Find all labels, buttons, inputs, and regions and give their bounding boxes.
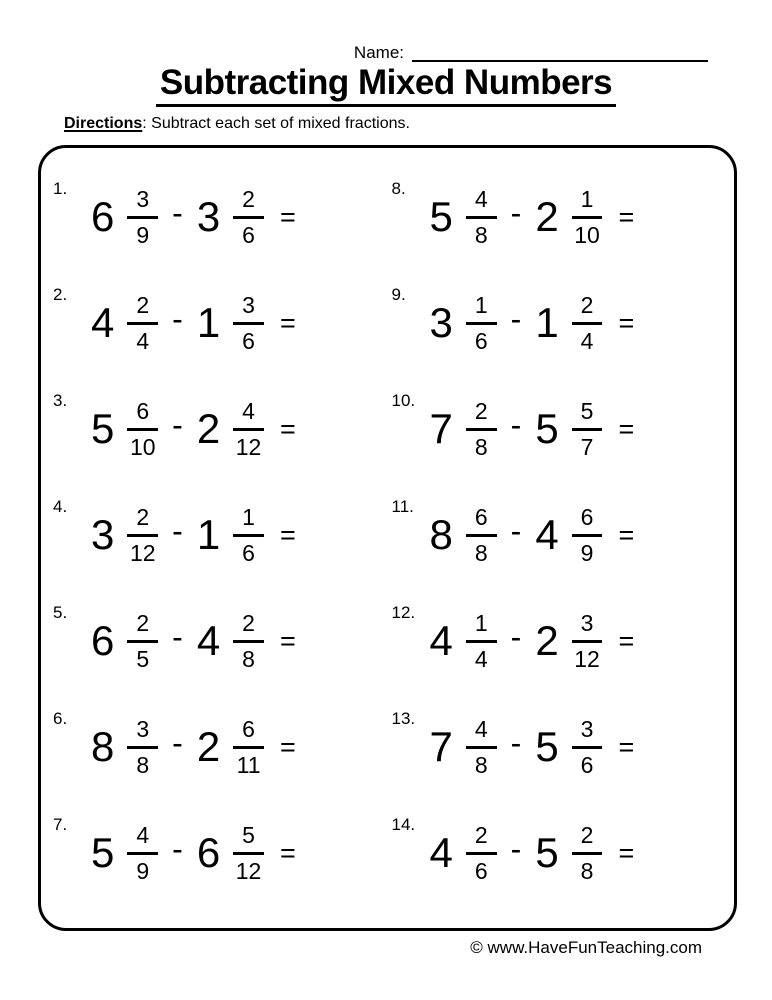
- minus-sign: -: [510, 195, 522, 231]
- subtrahend-fraction: [572, 715, 603, 778]
- minuend-denominator: 9: [136, 221, 150, 248]
- problem-expression: [429, 185, 635, 248]
- title-row: [0, 64, 772, 108]
- minuend-numerator: 2: [127, 294, 158, 325]
- equals-sign: =: [279, 625, 296, 656]
- subtrahend-fraction: [233, 397, 264, 460]
- minuend-fraction: [466, 291, 497, 354]
- equals-sign: =: [618, 731, 635, 762]
- minuend-numerator: 1: [466, 612, 497, 643]
- minuend-denominator: 6: [474, 327, 488, 354]
- footer-credit: © www.HaveFunTeaching.com: [470, 938, 702, 957]
- subtrahend-fraction: [572, 185, 603, 248]
- minus-sign: -: [172, 619, 183, 655]
- problem-number: 10.: [391, 391, 416, 410]
- subtrahend-numerator: 5: [233, 824, 264, 855]
- subtrahend-whole: 5: [535, 829, 559, 876]
- subtrahend-denominator: 12: [574, 645, 600, 672]
- problem-number: 1.: [53, 179, 68, 198]
- problem-number: 6.: [53, 709, 68, 728]
- footer: [0, 938, 772, 958]
- minuend-denominator: 8: [474, 539, 488, 566]
- subtrahend-denominator: 12: [235, 857, 262, 884]
- subtrahend-denominator: 6: [242, 221, 255, 248]
- minus-sign: -: [510, 407, 522, 443]
- problem-list: [49, 164, 726, 906]
- subtrahend-denominator: 8: [242, 645, 255, 672]
- subtrahend-numerator: 3: [233, 294, 264, 325]
- minus-sign: -: [172, 301, 183, 337]
- problem-row: [49, 800, 388, 906]
- problem-expression: [429, 609, 635, 672]
- subtrahend-numerator: 3: [572, 612, 603, 643]
- problem-number: 14.: [391, 815, 416, 834]
- minuend-whole: 7: [429, 405, 453, 452]
- minuend-fraction: [127, 397, 158, 460]
- minuend-whole: 6: [91, 617, 115, 664]
- minus-sign: -: [172, 831, 183, 867]
- minuend-numerator: 2: [466, 824, 497, 855]
- subtrahend-whole: 1: [196, 511, 221, 558]
- minuend-numerator: 3: [127, 188, 158, 219]
- problem-row: [49, 482, 388, 588]
- subtrahend-numerator: 2: [233, 612, 264, 643]
- name-blank-line: [412, 46, 708, 62]
- subtrahend-fraction: [233, 609, 264, 672]
- problem-expression: [429, 291, 635, 354]
- problem-row: [388, 270, 727, 376]
- minuend-fraction: [466, 397, 497, 460]
- problem-expression: [429, 715, 635, 778]
- equals-sign: =: [618, 413, 635, 444]
- subtrahend-numerator: 1: [572, 188, 603, 219]
- minus-sign: -: [510, 725, 522, 761]
- problem-row: [388, 376, 727, 482]
- subtrahend-numerator: 6: [572, 506, 603, 537]
- minuend-fraction: [127, 503, 158, 566]
- subtrahend-fraction: [233, 185, 264, 248]
- minuend-whole: 5: [91, 829, 115, 876]
- equals-sign: =: [279, 731, 296, 762]
- minuend-whole: 5: [429, 193, 453, 240]
- minuend-denominator: 5: [136, 645, 150, 672]
- subtrahend-denominator: 9: [580, 539, 594, 566]
- subtrahend-numerator: 2: [572, 294, 603, 325]
- problem-expression: [91, 185, 296, 248]
- subtrahend-numerator: 4: [233, 400, 264, 431]
- minuend-fraction: [127, 609, 158, 672]
- subtrahend-denominator: 11: [236, 751, 261, 778]
- subtrahend-numerator: 1: [233, 506, 264, 537]
- directions-text: : Subtract each set of mixed fractions.: [142, 115, 410, 132]
- minuend-whole: 5: [91, 405, 115, 452]
- subtrahend-denominator: 12: [235, 433, 262, 460]
- directions-label: Directions: [64, 115, 143, 132]
- problem-number: 13.: [391, 709, 416, 728]
- minuend-numerator: 3: [127, 718, 158, 749]
- subtrahend-denominator: 8: [580, 857, 594, 884]
- subtrahend-fraction: [572, 609, 603, 672]
- minuend-whole: 3: [91, 511, 115, 558]
- subtrahend-denominator: 4: [580, 327, 594, 354]
- minuend-denominator: 4: [136, 327, 150, 354]
- minuend-fraction: [127, 715, 158, 778]
- name-label: Name:: [353, 43, 404, 62]
- minuend-denominator: 12: [129, 539, 156, 566]
- minuend-numerator: 4: [466, 718, 497, 749]
- minuend-denominator: 8: [474, 221, 488, 248]
- subtrahend-fraction: [233, 821, 264, 884]
- problem-expression: [429, 503, 635, 566]
- directions: [64, 115, 772, 136]
- problem-row: [49, 376, 388, 482]
- minuend-numerator: 4: [127, 824, 158, 855]
- problem-row: [49, 270, 388, 376]
- problem-expression: [91, 291, 296, 354]
- minuend-fraction: [127, 185, 158, 248]
- subtrahend-numerator: 5: [572, 400, 603, 431]
- minuend-whole: 4: [429, 829, 453, 876]
- problem-expression: [91, 715, 296, 778]
- minuend-numerator: 1: [466, 294, 497, 325]
- problem-row: [388, 694, 727, 800]
- minuend-fraction: [466, 715, 497, 778]
- subtrahend-denominator: 10: [574, 221, 600, 248]
- minuend-whole: 6: [91, 193, 115, 240]
- minuend-whole: 3: [429, 299, 453, 346]
- equals-sign: =: [279, 413, 296, 444]
- subtrahend-numerator: 3: [572, 718, 603, 749]
- equals-sign: =: [279, 201, 296, 232]
- page-title: Subtracting Mixed Numbers: [156, 64, 616, 107]
- minuend-numerator: 6: [127, 400, 158, 431]
- minuend-whole: 8: [91, 723, 115, 770]
- minus-sign: -: [172, 513, 183, 549]
- minuend-denominator: 8: [474, 751, 488, 778]
- minus-sign: -: [510, 513, 522, 549]
- subtrahend-denominator: 7: [580, 433, 594, 460]
- subtrahend-fraction: [572, 291, 603, 354]
- subtrahend-whole: 5: [535, 723, 559, 770]
- minus-sign: -: [172, 725, 183, 761]
- problem-row: [49, 588, 388, 694]
- problem-row: [388, 482, 727, 588]
- minus-sign: -: [172, 407, 183, 443]
- subtrahend-whole: 4: [196, 617, 221, 664]
- subtrahend-whole: 4: [535, 511, 559, 558]
- minuend-denominator: 9: [136, 857, 150, 884]
- minus-sign: -: [510, 619, 522, 655]
- subtrahend-fraction: [572, 397, 603, 460]
- problem-row: [388, 800, 727, 906]
- minuend-fraction: [127, 821, 158, 884]
- minuend-numerator: 4: [466, 188, 497, 219]
- problem-number: 3.: [53, 391, 68, 410]
- subtrahend-whole: 3: [196, 193, 221, 240]
- equals-sign: =: [279, 837, 296, 868]
- problem-number: 9.: [391, 285, 406, 304]
- subtrahend-fraction: [233, 503, 264, 566]
- minuend-whole: 7: [429, 723, 453, 770]
- subtrahend-whole: 2: [196, 405, 221, 452]
- minus-sign: -: [510, 301, 522, 337]
- problem-number: 4.: [53, 497, 68, 516]
- problem-row: [49, 164, 388, 270]
- subtrahend-numerator: 2: [233, 188, 264, 219]
- problem-row: [388, 164, 727, 270]
- problem-expression: [91, 503, 296, 566]
- subtrahend-fraction: [572, 821, 603, 884]
- minuend-fraction: [466, 185, 497, 248]
- equals-sign: =: [618, 307, 635, 338]
- equals-sign: =: [279, 307, 296, 338]
- subtrahend-numerator: 6: [233, 718, 264, 749]
- equals-sign: =: [618, 837, 635, 868]
- subtrahend-whole: 2: [196, 723, 221, 770]
- problem-expression: [91, 609, 296, 672]
- minuend-fraction: [466, 609, 497, 672]
- minuend-denominator: 8: [474, 433, 488, 460]
- subtrahend-whole: 5: [535, 405, 559, 452]
- minuend-whole: 8: [429, 511, 453, 558]
- minuend-denominator: 6: [474, 857, 488, 884]
- problem-row: [388, 588, 727, 694]
- minuend-denominator: 8: [136, 751, 150, 778]
- problem-number: 11.: [391, 497, 414, 516]
- problem-number: 12.: [391, 603, 416, 622]
- minuend-fraction: [127, 291, 158, 354]
- subtrahend-denominator: 6: [580, 751, 594, 778]
- problem-expression: [429, 821, 635, 884]
- subtrahend-whole: 1: [196, 299, 221, 346]
- subtrahend-fraction: [572, 503, 603, 566]
- minuend-fraction: [466, 821, 497, 884]
- worksheet-box: [38, 145, 737, 931]
- problem-expression: [91, 821, 296, 884]
- equals-sign: =: [618, 201, 635, 232]
- subtrahend-denominator: 6: [242, 539, 255, 566]
- minuend-fraction: [466, 503, 497, 566]
- subtrahend-fraction: [233, 291, 264, 354]
- minuend-numerator: 2: [466, 400, 497, 431]
- equals-sign: =: [618, 625, 635, 656]
- minus-sign: -: [172, 195, 183, 231]
- problem-row: [49, 694, 388, 800]
- subtrahend-whole: 2: [535, 193, 559, 240]
- subtrahend-numerator: 2: [572, 824, 603, 855]
- problem-expression: [91, 397, 296, 460]
- subtrahend-whole: 6: [196, 829, 221, 876]
- subtrahend-whole: 1: [535, 299, 559, 346]
- minuend-denominator: 10: [129, 433, 156, 460]
- minuend-whole: 4: [91, 299, 115, 346]
- problem-number: 8.: [391, 179, 406, 198]
- subtrahend-denominator: 6: [242, 327, 255, 354]
- subtrahend-whole: 2: [535, 617, 559, 664]
- equals-sign: =: [618, 519, 635, 550]
- minuend-denominator: 4: [474, 645, 488, 672]
- minuend-numerator: 2: [127, 612, 158, 643]
- problem-number: 5.: [53, 603, 68, 622]
- problem-number: 7.: [53, 815, 68, 834]
- name-row: [0, 40, 772, 62]
- minuend-numerator: 6: [466, 506, 497, 537]
- minuend-whole: 4: [429, 617, 453, 664]
- minuend-numerator: 2: [127, 506, 158, 537]
- equals-sign: =: [279, 519, 296, 550]
- minus-sign: -: [510, 831, 522, 867]
- problem-expression: [429, 397, 635, 460]
- subtrahend-fraction: [233, 715, 264, 778]
- problem-number: 2.: [53, 285, 68, 304]
